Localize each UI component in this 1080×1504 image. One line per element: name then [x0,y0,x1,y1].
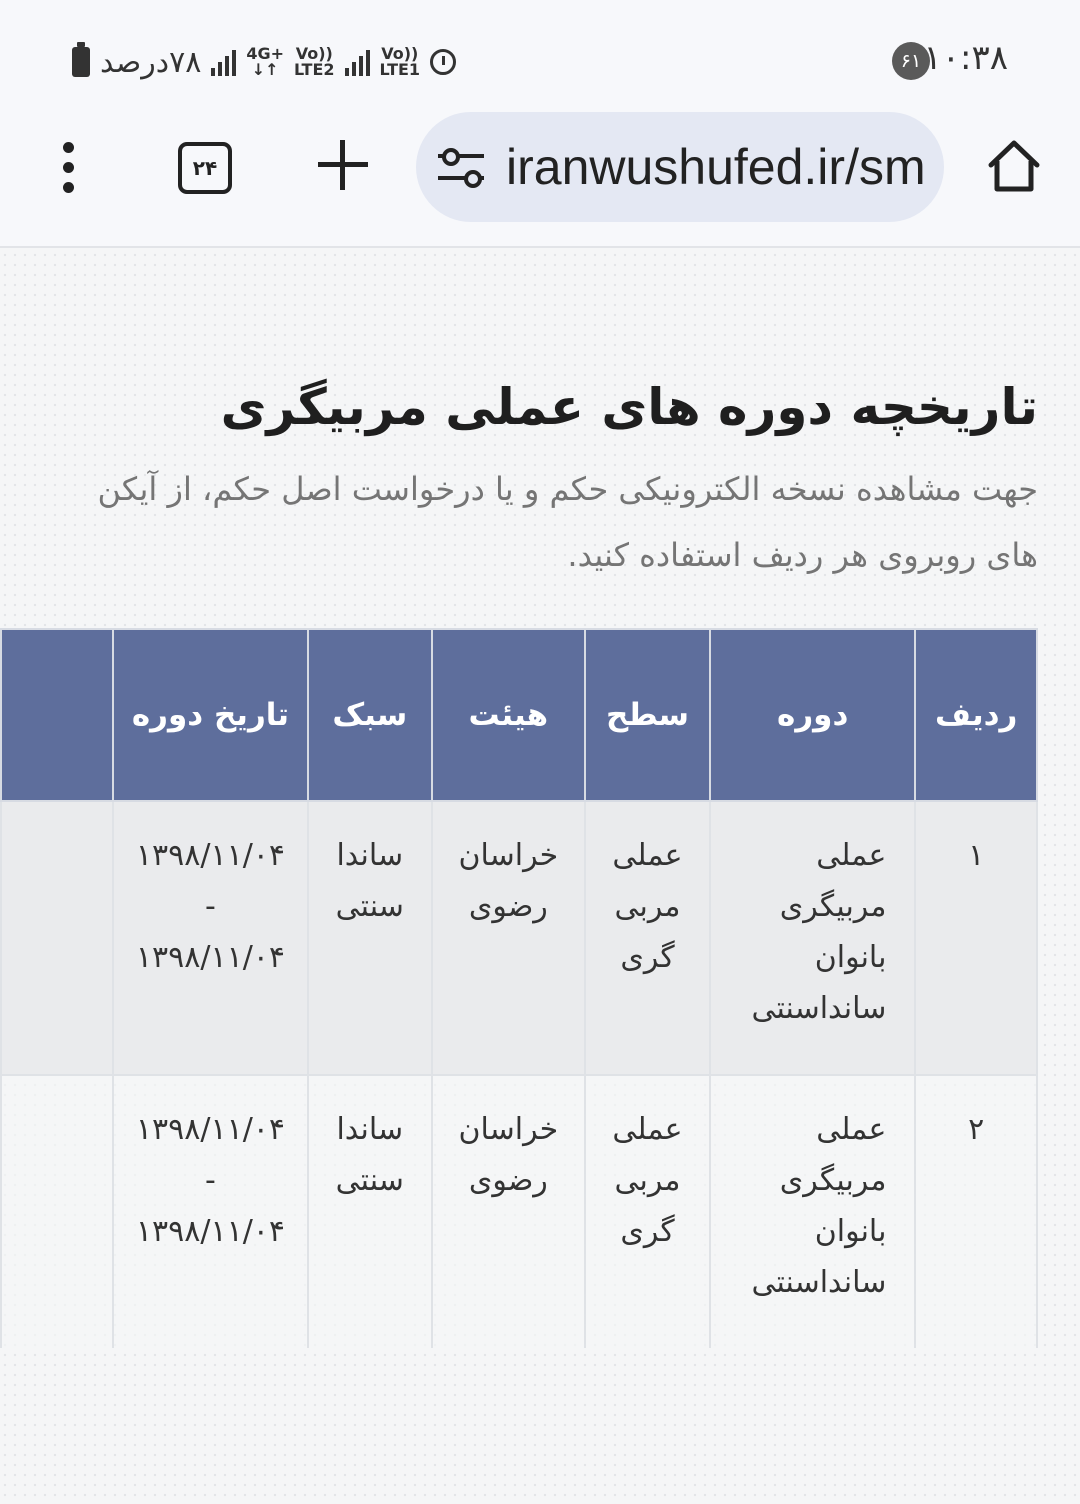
course-line: بانوان [814,1214,887,1249]
header-style: سبک [308,629,432,801]
level-line: عملی [612,838,683,873]
network-4g-indicator [246,46,284,78]
table-row [1,1075,1037,1348]
more-menu-icon[interactable] [56,142,80,202]
level-line: مربی [614,1163,681,1198]
date-to: ۱۳۹۸/۱۱/۰۴ [135,1214,286,1249]
cell-row-number: ۲ [915,1075,1037,1348]
course-history-table [0,628,1038,1348]
cell-level [585,801,710,1075]
browser-toolbar [0,110,1080,248]
cell-row-number: ۱ [915,801,1037,1075]
page-title: تاریخچه دوره های عملی مربیگری [220,378,1038,436]
header-course: دوره [710,629,915,801]
course-line: مربیگری [779,1163,887,1198]
volte-lte2-indicator [294,46,335,78]
course-line: ساندا‌سنتی [751,1265,887,1300]
date-separator: - [205,889,216,924]
level-line: عملی [612,1112,683,1147]
course-line: بانوان [814,940,887,975]
cell-style [308,1075,432,1348]
data-arrows-icon: ↓↑ [251,60,279,79]
signal-icon-2 [345,48,370,76]
cell-overflow [1,801,113,1075]
course-line: ساندا‌سنتی [751,991,887,1026]
battery-percent: ۷۸درصد [100,44,202,80]
network-4g-label: 4G+ [246,44,284,63]
date-from: ۱۳۹۸/۱۱/۰۴ [135,1112,286,1147]
address-bar[interactable] [416,112,944,222]
header-board: هیئت [432,629,585,801]
cell-board [432,1075,585,1348]
style-line: ساندا [336,838,404,873]
date-from: ۱۳۹۸/۱۱/۰۴ [135,838,286,873]
new-tab-plus-icon[interactable] [318,140,368,190]
header-date: تاریخ دوره [113,629,308,801]
clock: ۱۰:۳۸ [923,38,1008,78]
home-icon[interactable] [986,138,1042,194]
level-line: گری [620,940,675,975]
date-separator: - [205,1163,216,1198]
page-description: جهت مشاهده نسخه الکترونیکی حکم و یا درخواست اصل حکم، از آیکن های روبروی هر ردیف استفاده کنید. [97,470,1038,574]
cell-date [113,801,308,1075]
lte2-label: LTE2 [293,60,335,79]
course-line: عملی [816,838,887,873]
alarm-icon [430,49,456,75]
board-line: رضوی [468,1163,548,1198]
course-line: عملی [816,1112,887,1147]
cell-board [432,801,585,1075]
signal-icon [211,48,236,76]
style-line: سنتی [335,889,404,924]
header-row-number: ردیف [915,629,1037,801]
tab-switcher-button[interactable]: ۲۴ [178,142,232,194]
header-overflow [1,629,113,801]
status-icons [72,40,456,84]
site-settings-icon[interactable] [438,148,484,188]
status-bar [0,0,1080,110]
cell-date [113,1075,308,1348]
board-line: خراسان [458,838,559,873]
url-text[interactable]: iranwushufed.ir/sm [506,139,926,195]
date-to: ۱۳۹۸/۱۱/۰۴ [135,940,286,975]
table-row [1,801,1037,1075]
cell-course [710,1075,915,1348]
volte-lte1-indicator [380,46,421,78]
notification-badge: ۶۱ [892,42,930,80]
style-line: سنتی [335,1163,404,1198]
level-line: گری [620,1214,675,1249]
table-header-row [1,629,1037,801]
level-line: مربی [614,889,681,924]
cell-level [585,1075,710,1348]
volte-label-1: Vo)) [295,44,333,63]
lte1-label: LTE1 [379,60,421,79]
board-line: خراسان [458,1112,559,1147]
battery-icon [72,47,90,77]
course-history-table-container[interactable] [0,628,1040,1348]
style-line: ساندا [336,1112,404,1147]
cell-overflow [1,1075,113,1348]
board-line: رضوی [468,889,548,924]
cell-course [710,801,915,1075]
volte-label-2: Vo)) [381,44,419,63]
header-level: سطح [585,629,710,801]
course-line: مربیگری [779,889,887,924]
cell-style [308,801,432,1075]
